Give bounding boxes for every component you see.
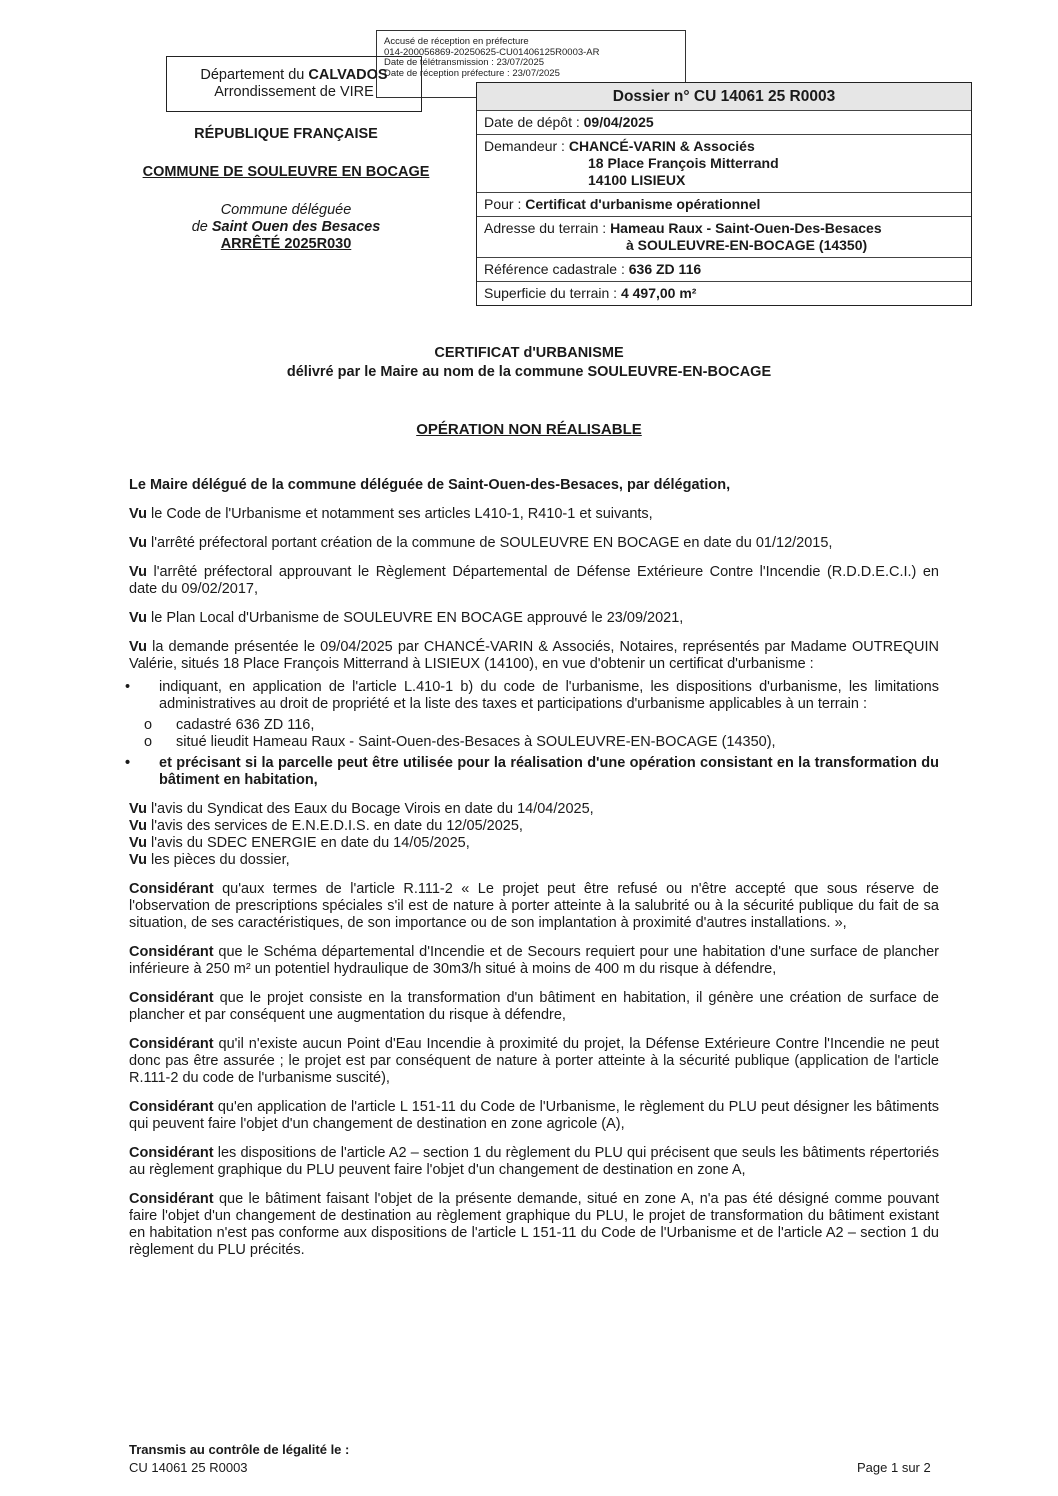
considerant-paragraph: Considérant qu'aux termes de l'article R.111-2 « Le projet peut être refusé ou n'être accepté que sous réserve de l'observation de prescriptions spéciales s'il est de nature à porter atteinte à la salubrité ou à la sécurité publique du fait de sa situation, de ses caractéristiques, de son importance ou de son implantation à proximité d'autres installations. », <box>129 881 939 931</box>
stamp-line: Date de télétransmission : 23/07/2025 <box>384 57 545 69</box>
dossier-table <box>476 82 972 306</box>
commune-heading: COMMUNE DE SOULEUVRE EN BOCAGE <box>142 164 430 180</box>
sub-item: o cadastré 636 ZD 116, <box>144 717 315 733</box>
considerant-paragraph: Considérant que le bâtiment faisant l'objet de la présente demande, situé en zone A, n'a pas été désigné comme pouvant faire l'objet d'un changement de destination au règlement graphique du PLU, le projet de transformation du bâtiment existant en habitation n'est pas conforme aux dispositions de l'article L 151-11 du Code de l'Urbanisme et de l'article A2 – section 1 du règlement du PLU précités. <box>129 1191 939 1258</box>
bullet-item: • indiquant, en application de l'article L.410-1 b) du code de l'urbanisme, les dispositions d'urbanisme, les limitations administratives au droit de propriété et la liste des taxes et participations d'urbanisme applicables à un terrain : <box>125 679 939 712</box>
vu-paragraph: Vu le Plan Local d'Urbanisme de SOULEUVRE EN BOCAGE approuvé le 23/09/2021, <box>129 610 684 626</box>
adresse-row: Adresse du terrain : Hameau Raux - Saint-Ouen-Des-Besaces à SOULEUVRE-EN-BOCAGE (14350) <box>477 216 971 257</box>
avis-line: Vu les pièces du dossier, <box>129 852 290 868</box>
vu-paragraph: Vu le Code de l'Urbanisme et notamment ses articles L410-1, R410-1 et suivants, <box>129 506 653 522</box>
vu-paragraph: Vu la demande présentée le 09/04/2025 par CHANCÉ-VARIN & Associés, Notaires, représentés par Madame OUTREQUIN Valérie, situés 18 Place François Mitterrand à LISIEUX (14100), en vue d'obtenir un certificat d'urbanisme : <box>129 639 939 672</box>
vu-paragraph: Vu l'arrêté préfectoral approuvant le Règlement Départemental de Défense Extérieure Contre l'Incendie (R.D.D.E.C.I.) en date du 09/02/2017, <box>129 564 939 597</box>
dossier-number: Dossier n° CU 14061 25 R0003 <box>477 83 971 110</box>
commune-deleguee: Commune déléguée de Saint Ouen des Besaces <box>191 202 381 235</box>
depot-row: Date de dépôt : 09/04/2025 <box>477 110 971 134</box>
certificat-subtitle: délivré par le Maire au nom de la commune SOULEUVRE-EN-BOCAGE <box>286 364 772 380</box>
stamp-line: Date de réception préfecture : 23/07/2025 <box>384 67 560 79</box>
cadastre-row: Référence cadastrale : 636 ZD 116 <box>477 257 971 281</box>
considerant-paragraph: Considérant les dispositions de l'article A2 – section 1 du règlement du PLU qui précisent que seuls les bâtiments répertoriés au règlement graphique du PLU peuvent faire l'objet d'un changement de destination en zone A, <box>129 1145 939 1178</box>
arrete-number: ARRÊTÉ 2025R030 <box>220 236 352 252</box>
department-box <box>166 56 422 112</box>
considerant-paragraph: Considérant que le Schéma départemental d'Incendie et de Secours requiert pour une habitation d'une surface de plancher inférieure à 250 m² un potentiel hydraulique de 30m3/h situé à moins de 400 m du risque à défendre, <box>129 944 939 977</box>
avis-line: Vu l'avis du SDEC ENERGIE en date du 14/05/2025, <box>129 835 470 851</box>
pour-row: Pour : Certificat d'urbanisme opérationnel <box>477 192 971 216</box>
sub-item: o situé lieudit Hameau Raux - Saint-Ouen-des-Besaces à SOULEUVRE-EN-BOCAGE (14350), <box>144 734 776 750</box>
avis-line: Vu l'avis du Syndicat des Eaux du Bocage Virois en date du 14/04/2025, <box>129 801 594 817</box>
arrondissement-line: Arrondissement de VIRE <box>214 84 374 100</box>
department-line: Département du CALVADOS <box>200 67 388 83</box>
footer-transmis: Transmis au contrôle de légalité le : <box>129 1442 350 1457</box>
considerant-paragraph: Considérant qu'en application de l'article L 151-11 du Code de l'Urbanisme, le règlement du PLU peut désigner les bâtiments qui peuvent faire l'objet d'un changement de destination en zone agricole (A), <box>129 1099 939 1132</box>
bullet-item: • et précisant si la parcelle peut être utilisée pour la réalisation d'une opération consistant en la transformation du bâtiment en habitation, <box>125 755 939 788</box>
footer-reference: CU 14061 25 R0003 <box>129 1460 248 1475</box>
vu-paragraph: Vu l'arrêté préfectoral portant création de la commune de SOULEUVRE EN BOCAGE en date du 01/12/2015, <box>129 535 833 551</box>
intro-line: Le Maire délégué de la commune déléguée de Saint-Ouen-des-Besaces, par délégation, <box>129 477 731 493</box>
operation-status: OPÉRATION NON RÉALISABLE <box>416 421 642 438</box>
page-number: Page 1 sur 2 <box>857 1460 931 1475</box>
certificat-title: CERTIFICAT d'URBANISME <box>434 345 624 361</box>
document-body <box>125 477 939 1271</box>
superficie-row: Superficie du terrain : 4 497,00 m² <box>477 281 971 305</box>
republique-heading: RÉPUBLIQUE FRANÇAISE <box>194 126 378 142</box>
stamp-line: 014-200056869-20250625-CU01406125R0003-AR <box>384 46 600 58</box>
demandeur-row: Demandeur : CHANCÉ-VARIN & Associés 18 Place François Mitterrand 14100 LISIEUX <box>477 134 971 192</box>
considerant-paragraph: Considérant qu'il n'existe aucun Point d'Eau Incendie à proximité du projet, la Défense Extérieure Contre l'Incendie ne peut donc pas être assurée ; le projet est par conséquent de nature à porter atteinte à la sécurité publique (application de l'article R.111-2 du code de l'urbanisme suscité), <box>129 1036 939 1086</box>
considerant-paragraph: Considérant que le projet consiste en la transformation d'un bâtiment en habitation, il génère une création de surface de plancher et par conséquent une augmentation du risque à défendre, <box>129 990 939 1023</box>
stamp-line: Accusé de réception en préfecture <box>384 36 529 47</box>
avis-line: Vu l'avis des services de E.N.E.D.I.S. en date du 12/05/2025, <box>129 818 523 834</box>
